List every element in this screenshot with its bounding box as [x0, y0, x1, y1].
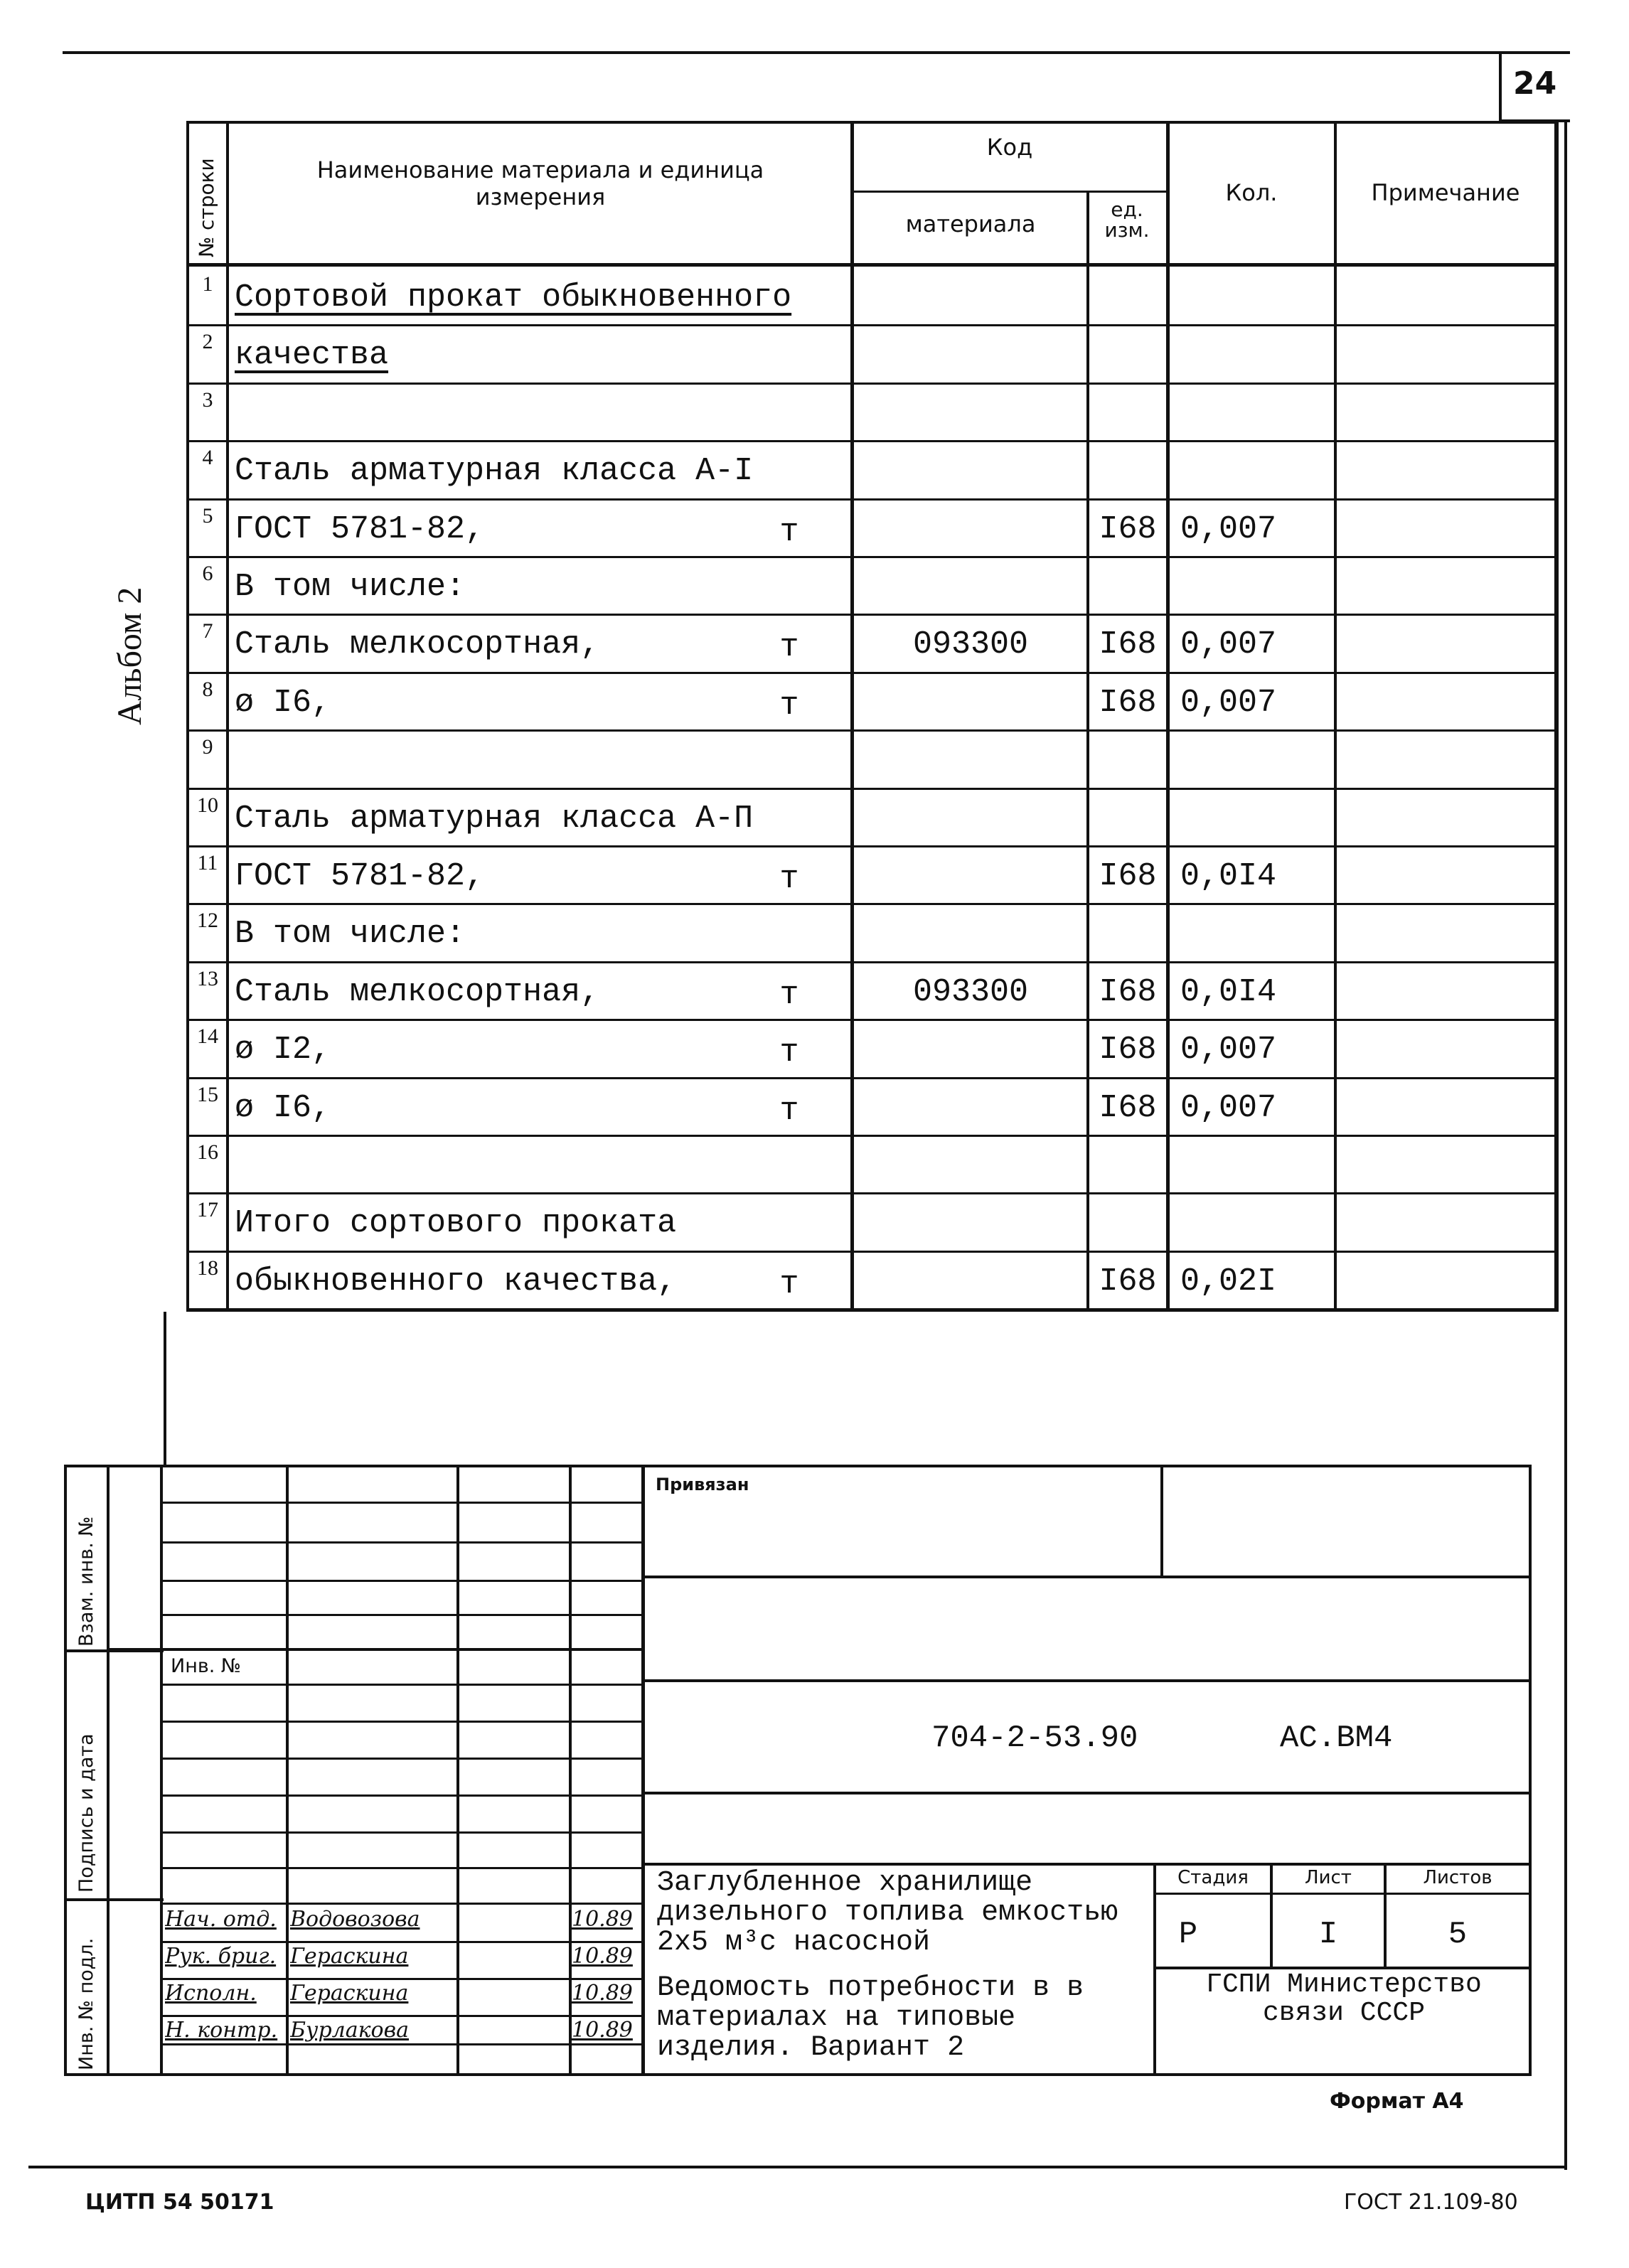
material-name: Сталь мелкосортная, [235, 973, 600, 1010]
signer-date: 10.89 [572, 1944, 633, 1969]
stage-value: Р [1178, 1917, 1198, 1952]
header-row-no: № строки [195, 158, 218, 257]
material-name: ø I2, [235, 1032, 331, 1069]
label-podpis-data: Подпись и дата [75, 1733, 97, 1893]
title-object: Заглубленное хранилище дизельного топлива емкостью 2х5 м³с насосной [657, 1867, 1118, 1959]
material-name: Сталь арматурная класса А-I [235, 453, 754, 490]
row-number: 7 [202, 619, 213, 643]
label-inv-podl: Инв. № подл. [75, 1937, 97, 2070]
row-number: 17 [197, 1198, 218, 1222]
material-name: Сортовой прокат обыкновенного [235, 279, 792, 316]
signer-date: 10.89 [572, 2018, 633, 2043]
header-code: Код [986, 134, 1033, 161]
signer-name: Гераскина [290, 1944, 409, 1969]
material-name: В том числе: [235, 569, 466, 605]
quantity: 0,02I [1180, 1263, 1277, 1300]
signer-role: Н. контр. [165, 2018, 278, 2043]
signer-date: 10.89 [572, 1907, 633, 1932]
material-code: 093300 [912, 973, 1029, 1010]
signer-name: Бурлакова [290, 2018, 409, 2043]
sheet-label: Лист [1305, 1867, 1352, 1888]
unit-code: I68 [1099, 1032, 1157, 1069]
material-name: ø I6, [235, 684, 331, 721]
row-number: 3 [202, 387, 213, 412]
signer-role: Исполн. [165, 1981, 257, 2006]
quantity: 0,007 [1180, 1089, 1277, 1126]
stage-label: Стадия [1177, 1867, 1249, 1888]
quantity: 0,007 [1180, 510, 1277, 547]
unit: т [779, 1266, 799, 1303]
header-code-unit: ед. изм. [1104, 198, 1150, 242]
quantity: 0,0I4 [1180, 973, 1277, 1010]
material-name: ГОСТ 5781-82, [235, 510, 485, 547]
row-number: 11 [197, 851, 218, 874]
header-code-material: материала [905, 210, 1036, 237]
unit-code: I68 [1099, 1263, 1157, 1300]
material-name: Сталь арматурная класса А-П [235, 800, 754, 837]
unit-code: I68 [1099, 684, 1157, 721]
privyazan-label: Привязан [656, 1475, 749, 1494]
row-number: 8 [202, 677, 213, 701]
row-number: 5 [202, 503, 213, 528]
row-number: 15 [197, 1082, 218, 1106]
material-code: 093300 [912, 626, 1029, 663]
organization: ГСПИ Министерство связи СССР [1206, 1969, 1482, 2028]
unit: т [779, 1092, 799, 1129]
signer-role: Рук. бриг. [165, 1944, 277, 1969]
row-number: 18 [197, 1256, 218, 1280]
row-number: 13 [197, 966, 218, 990]
material-name: Сталь мелкосортная, [235, 626, 600, 663]
unit: т [779, 687, 799, 724]
unit: т [779, 861, 799, 897]
inv-no-label: Инв. № [171, 1655, 242, 1677]
material-name: Итого сортового проката [235, 1205, 677, 1242]
sheets-value: 5 [1448, 1917, 1468, 1952]
row-number: 2 [202, 330, 213, 354]
row-number: 4 [202, 446, 213, 470]
unit: т [779, 629, 799, 666]
row-number: 9 [202, 735, 213, 759]
doc-code: 704-2-53.90 [931, 1721, 1138, 1756]
signer-role: Нач. отд. [165, 1907, 277, 1932]
row-number: 10 [197, 793, 218, 817]
unit-code: I68 [1099, 626, 1157, 663]
unit: т [779, 976, 799, 1013]
material-name: В том числе: [235, 916, 466, 953]
signer-name: Гераскина [290, 1981, 409, 2006]
doc-mark: АС.ВМ4 [1280, 1721, 1393, 1756]
signer-name: Водовозова [290, 1907, 420, 1932]
quantity: 0,007 [1180, 1032, 1277, 1069]
quantity: 0,007 [1180, 626, 1277, 663]
unit-code: I68 [1099, 1089, 1157, 1126]
row-number: 16 [197, 1140, 218, 1164]
unit: т [779, 1034, 799, 1071]
material-name: обыкновенного качества, [235, 1263, 677, 1300]
label-vzam-inv: Взам. инв. № [75, 1516, 97, 1647]
unit: т [779, 513, 799, 550]
header-qty: Кол. [1225, 179, 1278, 206]
quantity: 0,007 [1180, 684, 1277, 721]
row-number: 12 [197, 909, 218, 933]
footer-right: ГОСТ 21.109-80 [1344, 2190, 1518, 2215]
material-name: ГОСТ 5781-82, [235, 858, 485, 894]
signer-date: 10.89 [572, 1981, 633, 2006]
row-number: 14 [197, 1025, 218, 1049]
unit-code: I68 [1099, 510, 1157, 547]
unit-code: I68 [1099, 858, 1157, 894]
footer-left: ЦИТП 54 50171 [85, 2190, 274, 2215]
header-note: Примечание [1371, 179, 1520, 206]
unit-code: I68 [1099, 973, 1157, 1010]
title-document: Ведомость потребности в в материалах на типовые изделия. Вариант 2 [657, 1972, 1084, 2064]
row-number: 1 [202, 272, 213, 296]
header-name: Наименование материала и единица измерения [316, 156, 764, 211]
album-label: Альбом 2 [111, 587, 149, 725]
row-number: 6 [202, 562, 213, 585]
page-number: 24 [1513, 65, 1557, 102]
sheets-label: Листов [1423, 1867, 1492, 1888]
quantity: 0,0I4 [1180, 858, 1277, 894]
format-label: Формат А4 [1330, 2089, 1464, 2114]
material-name: ø I6, [235, 1089, 331, 1126]
sheet-value: I [1318, 1917, 1338, 1952]
material-name: качества [235, 337, 389, 374]
